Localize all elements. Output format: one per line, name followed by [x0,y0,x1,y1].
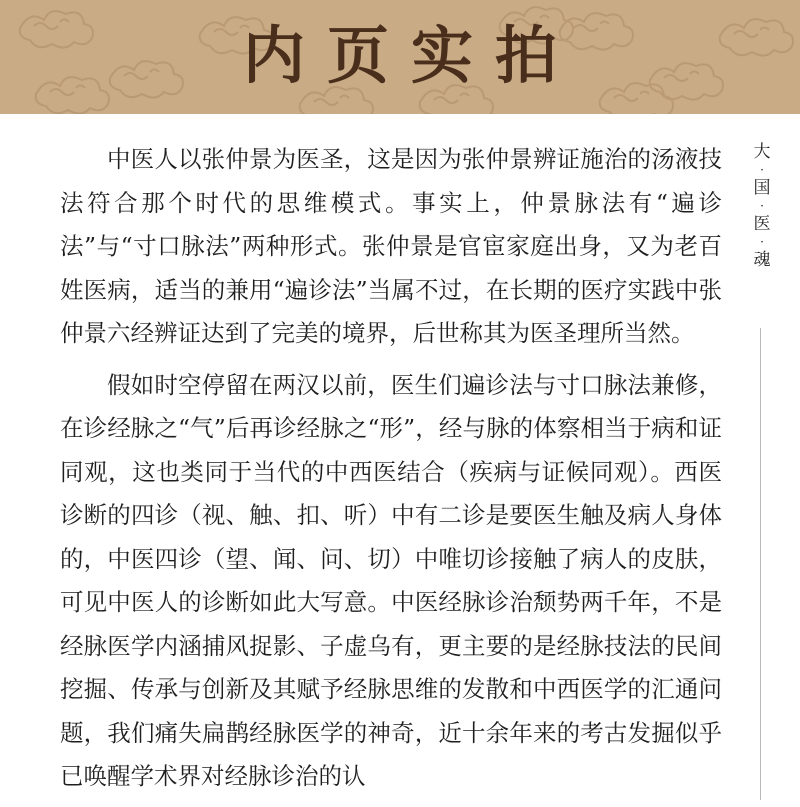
paragraph: 中医人以张仲景为医圣，这是因为张仲景辨证施治的汤液技法符合那个时代的思维模式。事实上，仲景脉法有“遍诊法”与“寸口脉法”两种形式。张仲景是官宦家庭出身，又为老百姓医病，适当的兼用“遍诊法”当属不过，在长期的医疗实践中张仲景六经辨证达到了完美的境界，后世称其为医圣理所当然。 [60,145,722,347]
side-label-char: 大 [753,142,771,162]
side-label-char: 魂 [753,250,771,270]
side-label-separator: · [760,235,764,249]
side-label-char: 国 [753,178,771,198]
side-label-separator: · [760,199,764,213]
side-label-char: 医 [753,214,771,234]
side-label-separator: · [760,163,764,177]
page-title: 内页实拍 [242,19,579,92]
header-banner [0,0,800,114]
book-page-text [60,138,722,807]
side-divider [760,328,761,800]
paragraph: 假如时空停留在两汉以前，医生们遍诊法与寸口脉法兼修，在诊经脉之“气”后再诊经脉之“形”，经与脉的体察相当于病和证同观，这也类同于当代的中西医结合（疾病与证候同观）。西医诊断的四诊（视、触、扣、听）中有二诊是要医生触及病人身体的，中医四诊（望、闻、问、切）中唯切诊接触了病人的皮肤，可见中医人的诊断如此大写意。中医经脉诊治颓势两千年，不是经脉医学内涵捕风捉影、子虚乌有，更主要的是经脉技法的民间挖掘、传承与创新及其赋予经脉思维的发散和中西医学的汇通问题，我们痛失扁鹊经脉医学的神奇，近十余年来的考古发掘似乎已唤醒学术界对经脉诊治的认 [60,370,722,790]
book-series-label [748,142,776,270]
